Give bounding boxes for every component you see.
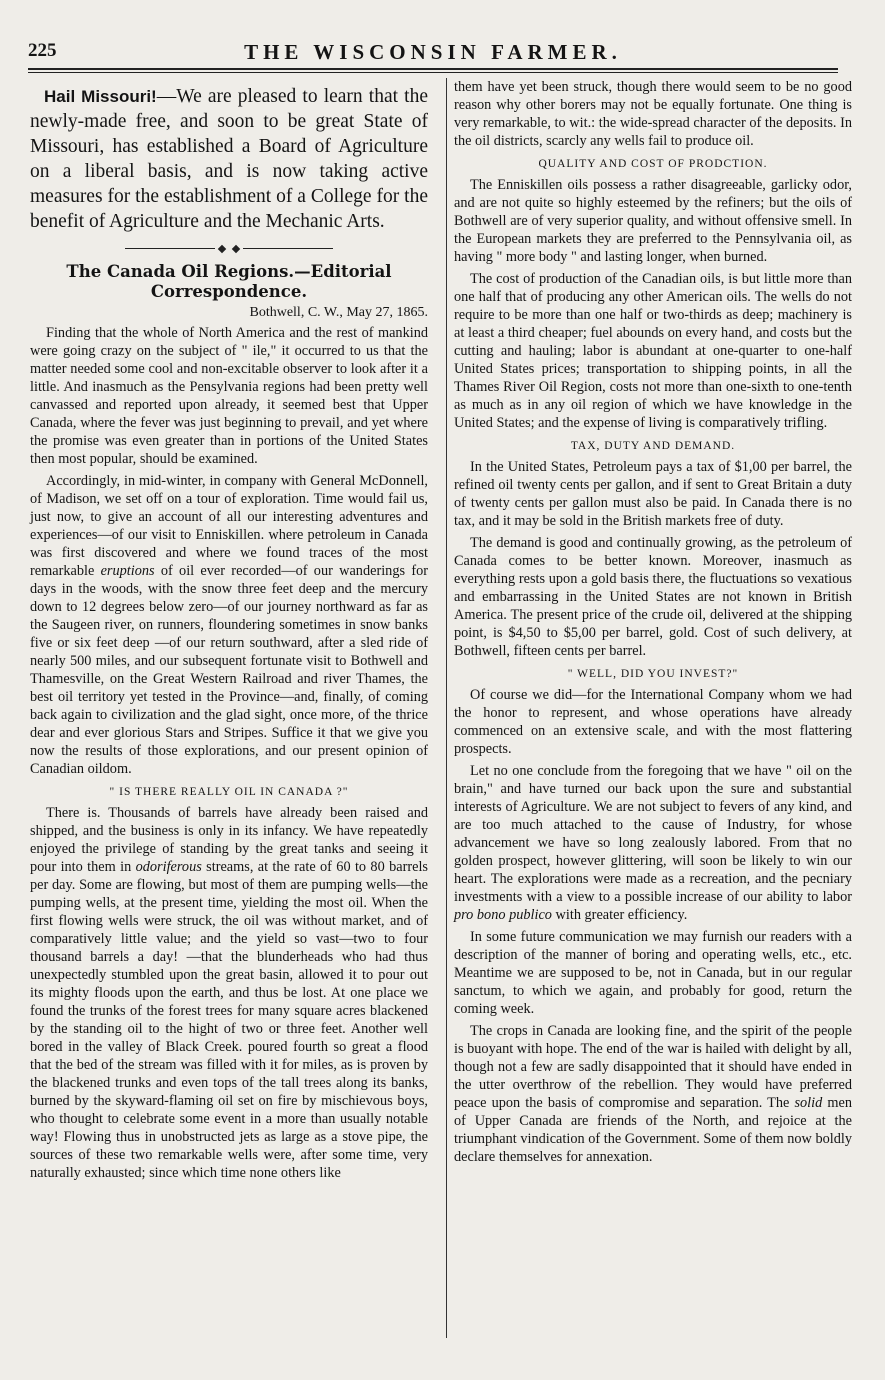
hail-missouri-body: —We are pleased to learn that the newly-made free, and soon to be great State of Missouri, has established a Board of Agriculture on a liberal basis, and is now taking active measures for the establishment of a College for the benefit of Agriculture and the Mechanic Arts. bbox=[30, 86, 429, 232]
hail-missouri-paragraph bbox=[30, 84, 428, 234]
section-divider bbox=[30, 242, 428, 254]
left-column bbox=[30, 78, 428, 1182]
article-paragraph: The crops in Canada are looking fine, and the spirit of the people is buoyant with hope. The end of the war is hailed with delight by all, though not a few are sadly disappointed that it should have ended in the utter overthrow of the rebellion. They would have preferred peace upon the basis of compromise and separation. The solid men of Upper Canada are friends of the North, and rejoice at the triumphant vindication of the Government. Some of them now boldly declare themselves for annexation. bbox=[454, 1023, 852, 1165]
subheading: " WELL, DID YOU INVEST?" bbox=[567, 668, 739, 680]
page-header bbox=[28, 40, 838, 66]
article-paragraph: The cost of production of the Canadian oils, is but little more than one half that of producing any other American oils. The wells do not require to be more than one half or two-thirds as deep; machinery is at least a third cheaper; fuel abounds on every hand, and costs but the cutting and hauling; labor is abundant at one-quarter to one-half United States prices; transportation to shipping points, in all the Thames River Oil Region, costs not more than one-sixth to one-tenth as much as in any oil region of which we have knowledge in the United States; and the expense of living is comparatively trifling. bbox=[454, 271, 852, 431]
masthead-title: THE WISCONSIN FARMER. bbox=[244, 40, 622, 64]
article-paragraph: The Enniskillen oils possess a rather disagreeable, garlicky odor, and are not quite so highly esteemed by the refiners; but the oils of Bothwell are of very superior quality, and without offensive smell. In the European markets they are preferred to the Pennsylvania oil, as having " more body " and lasting longer, when burned. bbox=[454, 177, 852, 265]
article-paragraph: them have yet been struck, though there would seem to be no good reason why other borers may not be equally fortunate. One thing is very remarkable, to wit.: the wide-spread character of the deposits. In the oil districts, scarcly any wells fail to produce oil. bbox=[454, 79, 852, 149]
article-paragraph: In some future communication we may furnish our readers with a description of the manner of boring and operating wells, etc., etc. Meantime we are supposed to be, not in Canada, but in our regular sanctum, to which we again, and probably for good, return the coming week. bbox=[454, 929, 852, 1017]
subheading: TAX, DUTY AND DEMAND. bbox=[570, 440, 736, 452]
hail-missouri-lead: Hail Missouri! bbox=[44, 87, 157, 106]
article-paragraph: The demand is good and continually growing, as the petroleum of Canada comes to be better known. Moreover, inasmuch as everything rests upon a gold basis there, the fluctuations so vexatious and embarrassing in the United States are not known in British America. The present price of the crude oil, delivered at the shipping point, is $4,50 to $5,00 per barrel, gold. Cost of such delivery, at Bothwell, fifteen cents per barrel. bbox=[454, 535, 852, 659]
subheading: QUALITY AND COST OF PRODCTION. bbox=[538, 158, 768, 170]
page-number: 225 bbox=[28, 40, 57, 61]
article-paragraph: Finding that the whole of North America and the rest of mankind were going crazy on the subject of " ile," it occurred to us that the matter needed some cool and non-excitable observer to look after it a little. And inasmuch as the Pensylvania regions had been pretty well canvassed and reported upon already, it seemed best that Upper Canada, where the fever was just beginning to prevail, and yet where the promise was even greater than in portions of the United States then most popular, should be examined. bbox=[30, 325, 428, 467]
header-rule-thin bbox=[28, 72, 838, 73]
header-rule-thick bbox=[28, 68, 838, 70]
subheading: " IS THERE REALLY OIL IN CANADA ?" bbox=[109, 786, 349, 798]
article-paragraph: Accordingly, in mid-winter, in company with General McDonnell, of Madison, we set off on a tour of exploration. Time would fail us, just now, to give an account of all our interesting adventures and experiences—of our visit to Enniskillen. where petroleum in Canada was first discovered and where we found traces of the most remarkable eruptions of oil ever recorded—of our wanderings for days in the woods, with the snow three feet deep and the mercury down to 12 degrees below zero—of our journey northward as far as the Saugeen river, on runners, floundering sometimes in snow banks five or six feet deep —of our return southward, after a sled ride of nearly 500 miles, and our subsequent fortunate visit to Bothwell and Thamesville, on the Great Western Railroad and river Thames, the best oil territory yet tested in the Province—and, finally, of coming back again to civilization and the glad sight, once more, of the thrice dear and ever glorious Stars and Stripes. Suffice it that we give you now the results of those explorations, and our present opinion of Canadian oildom. bbox=[30, 473, 428, 777]
article-paragraph: Let no one conclude from the foregoing that we have " oil on the brain," and have turned our back upon the sure and substantial interests of Agriculture. We are not subject to fevers of any kind, and are too much attached to the cause of Industry, for whose advancement we have so long zealously labored. From that no golden prospect, however glittering, will soon be likely to win our heart. The explorations were made as a recreation, and the pecniary investments with a view to a possible increase of our ability to labor pro bono publico with greater efficiency. bbox=[454, 763, 852, 923]
article-headline: The Canada Oil Regions.—Editorial Correspondence. bbox=[66, 262, 392, 301]
article-paragraph: There is. Thousands of barrels have already been raised and shipped, and the business is only in its infancy. We have repeatedly enjoyed the privilege of standing by the great tanks and seeing it pour into them in odoriferous streams, at the rate of 60 to 80 barrels per day. Some are flowing, but most of them are pumping wells—the pumping wells, at the present time, yielding the most oil. When the first flowing wells were struck, the oil was without market, and of comparatively little value; and the yield so vast—two to four thousand barrels a day! —that the blunderheads who had thus unexpectedly stumbled upon the great basin, allowed it to pour out its mighty floods upon the earth, and thus be lost. At one place we found the trunks of the forest trees for many square acres blackened by the standing oil to the hight of two or three feet. Another well bored in the valley of Black Creek. poured fourth so great a flood that the bed of the stream was filled with it for miles, as is proven by the blackened trunks and even tops of the tall trees along its banks, burned by the skyward-flaming oil set on fire by mischievous boys, who thought to celebrate some event in a more than usually notable way! Flowing thus in unobstructed jets as large as a stove pipe, the sources of these two remarkable wells were, after some time, very naturally exhausted; since which time none others like bbox=[30, 805, 428, 1181]
right-column bbox=[454, 78, 852, 1166]
article-paragraph: Of course we did—for the International Company whom we had the honor to represent, and whose operations have already commenced on an extensive scale, and with the most flattering prospects. bbox=[454, 687, 852, 757]
column-divider bbox=[446, 78, 447, 1338]
article-paragraph: In the United States, Petroleum pays a tax of $1,00 per barrel, the refined oil twenty cents per gallon, and if sent to Great Britain a duty of twenty cents per gallon must also be paid. In Canada there is no tax, and it may be sold in the British markets free of duty. bbox=[454, 459, 852, 529]
article-dateline: Bothwell, C. W., May 27, 1865. bbox=[249, 305, 428, 320]
